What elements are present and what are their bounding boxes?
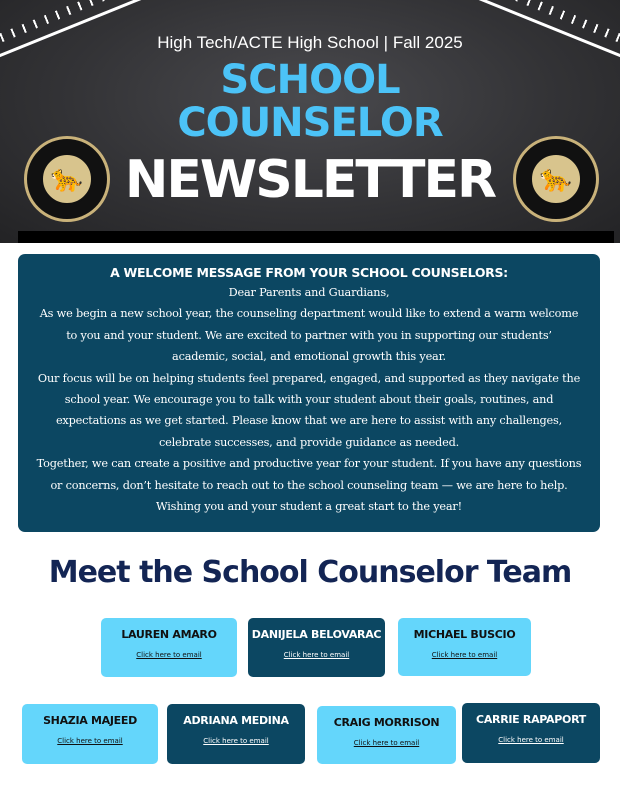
- welcome-line: or concerns, don’t hesitate to reach out to the school counseling team — we are here to help.: [50, 478, 568, 492]
- divider-bar: [18, 231, 614, 243]
- school-seal-logo: [24, 136, 110, 222]
- welcome-line: Dear Parents and Guardians,: [228, 286, 390, 299]
- title-newsletter: NEWSLETTER: [124, 150, 496, 210]
- welcome-message-box: [18, 254, 600, 532]
- welcome-line: Our focus will be on helping students feel prepared, engaged, and supported as they navigate the: [37, 371, 581, 385]
- counselor-card: [398, 618, 531, 676]
- welcome-line: Wishing you and your student a great start to the year!: [156, 500, 462, 514]
- welcome-line: school year. We encourage you to talk with your student about their goals, routines, and: [64, 393, 554, 407]
- welcome-line: to you and your student. We are excited to partner with you in supporting our students’: [66, 328, 552, 342]
- counselor-card: [317, 706, 456, 764]
- welcome-line: academic, social, and emotional growth this year.: [172, 350, 446, 364]
- school-seal-logo: [513, 136, 599, 222]
- team-heading: Meet the School Counselor Team: [48, 555, 572, 590]
- panther-icon: 🐆: [41, 153, 93, 205]
- email-link[interactable]: Click here to email: [57, 737, 123, 745]
- email-link[interactable]: Click here to email: [283, 651, 350, 659]
- title-counselor: COUNSELOR: [177, 100, 443, 146]
- counselor-name: SHAZIA MAJEED: [43, 714, 137, 727]
- email-link[interactable]: Click here to email: [136, 651, 202, 659]
- school-term-subtitle: High Tech/ACTE High School | Fall 2025: [157, 33, 463, 52]
- counselor-card: [101, 618, 237, 677]
- counselor-card: [22, 704, 158, 764]
- counselor-card: [248, 618, 385, 677]
- email-link[interactable]: Click here to email: [431, 651, 498, 659]
- welcome-title: A WELCOME MESSAGE FROM YOUR SCHOOL COUNSELORS:: [110, 265, 508, 280]
- newsletter-header: [0, 0, 620, 243]
- counselor-name: CRAIG MORRISON: [333, 716, 440, 729]
- counselor-name: LAUREN AMARO: [121, 628, 217, 641]
- counselor-card: [167, 704, 305, 764]
- counselor-name: CARRIE RAPAPORT: [476, 713, 586, 726]
- panther-icon: 🐆: [530, 153, 582, 205]
- email-link[interactable]: Click here to email: [203, 737, 269, 745]
- counselor-name: DANIJELA BELOVARAC: [251, 628, 382, 641]
- email-link[interactable]: Click here to email: [498, 736, 564, 744]
- welcome-line: expectations as we get started. Please know that we are here to assist with any challenges,: [55, 414, 563, 428]
- welcome-line: celebrate successes, and provide guidance as needed.: [158, 435, 459, 449]
- counselor-name: ADRIANA MEDINA: [183, 714, 289, 727]
- counselor-name: MICHAEL BUSCIO: [413, 628, 516, 641]
- title-school: SCHOOL: [220, 57, 400, 103]
- welcome-line: As we begin a new school year, the counseling department would like to extend a warm welcome: [39, 307, 579, 321]
- email-link[interactable]: Click here to email: [353, 739, 420, 747]
- counselor-card: [462, 703, 600, 763]
- welcome-line: Together, we can create a positive and productive year for your student. If you have any questions: [36, 457, 582, 471]
